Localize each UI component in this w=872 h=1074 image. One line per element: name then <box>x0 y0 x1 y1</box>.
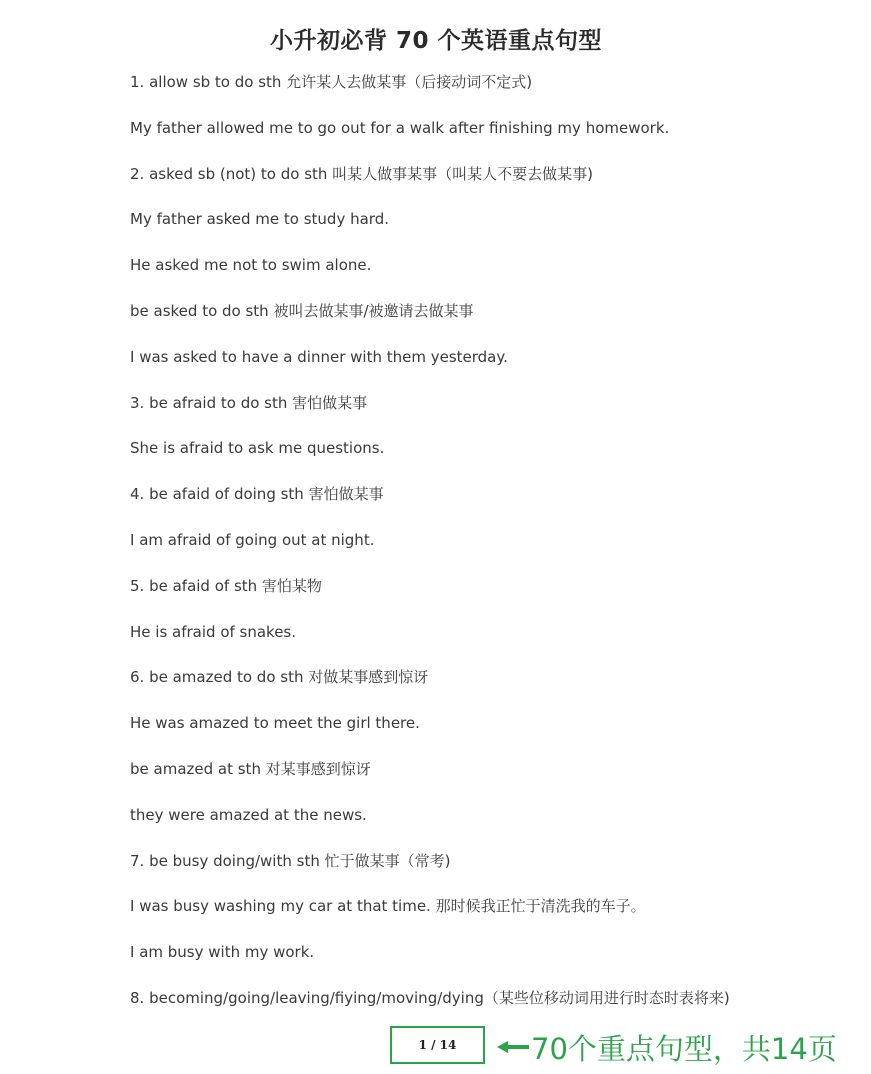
page-indicator[interactable]: 1 / 14 <box>390 1026 485 1064</box>
text-line: they were amazed at the news. <box>130 805 367 824</box>
text-line: 3. be afraid to do sth 害怕做某事 <box>130 393 368 412</box>
text-line: be asked to do sth 被叫去做某事/被邀请去做某事 <box>130 301 474 320</box>
text-line: 4. be afaid of doing sth 害怕做某事 <box>130 485 384 504</box>
text-line: 1. allow sb to do sth 允许某人去做某事（后接动词不定式) <box>130 73 533 91</box>
text-line: I am afraid of going out at night. <box>130 530 375 549</box>
text-line: 5. be afaid of sth 害怕某物 <box>130 576 322 595</box>
page-count-annotation <box>497 1028 837 1066</box>
text-line: 2. asked sb (not) to do sth 叫某人做事某事（叫某人不要去做某事) <box>130 164 594 183</box>
text-line: My father asked me to study hard. <box>130 210 389 229</box>
text-line: I was busy washing my car at that time. 那时候我正忙于清洗我的车子。 <box>130 897 646 916</box>
annotation-text: 70个重点句型，共14页 <box>531 1031 837 1066</box>
text-line: 8. becoming/going/leaving/fiying/moving/dying（某些位移动词用进行时态时表将来) <box>130 988 730 1007</box>
text-line: She is afraid to ask me questions. <box>130 439 385 458</box>
page-footer <box>0 1022 872 1074</box>
text-line: be amazed at sth 对某事感到惊讶 <box>130 759 371 778</box>
document-title: 小升初必背 70 个英语重点句型 <box>269 28 603 54</box>
text-line: 6. be amazed to do sth 对做某事感到惊讶 <box>130 668 429 687</box>
left-arrow-icon <box>497 1039 529 1055</box>
text-line: He asked me not to swim alone. <box>130 256 372 275</box>
text-line: He is afraid of snakes. <box>130 622 297 641</box>
text-line: I am busy with my work. <box>130 943 315 962</box>
text-line: My father allowed me to go out for a walk after finishing my homework. <box>130 118 670 137</box>
text-line: I was asked to have a dinner with them yesterday. <box>130 347 508 366</box>
text-line: He was amazed to meet the girl there. <box>130 714 420 733</box>
document-body <box>130 70 860 1032</box>
text-line: 7. be busy doing/with sth 忙于做某事（常考) <box>130 851 451 870</box>
